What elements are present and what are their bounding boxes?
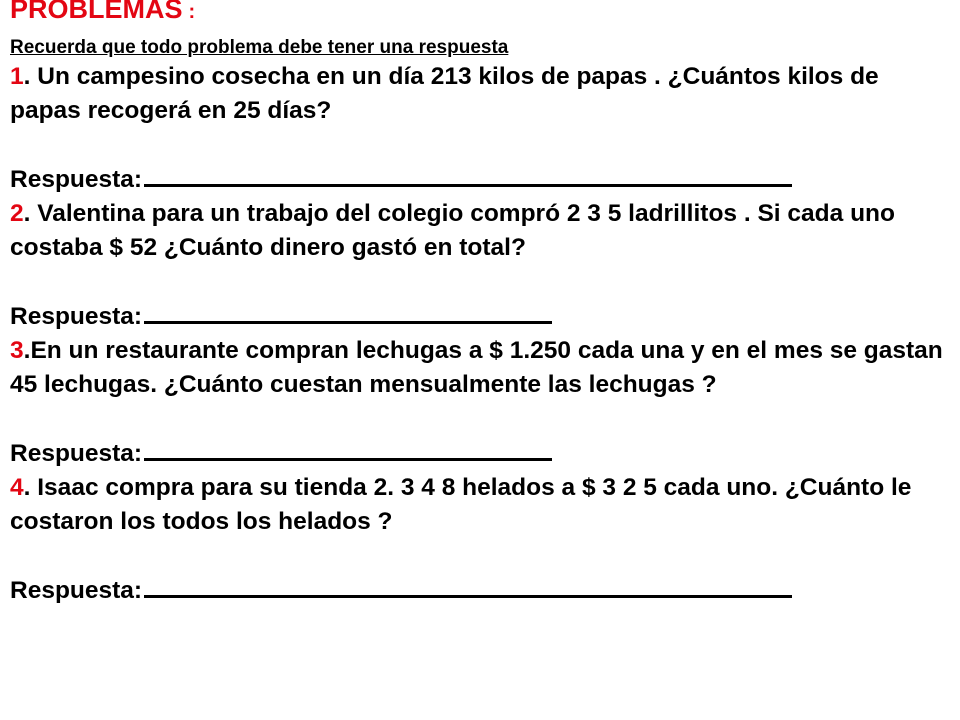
problem-number: 2 [10,200,24,227]
page-title: PROBLEMAS [10,0,183,24]
answer-line-1 [10,162,955,197]
spacer [10,539,955,573]
answer-label: Respuesta: [10,303,143,330]
answer-line-2 [10,299,955,334]
spacer [10,402,955,436]
problem-text: . Valentina para un trabajo del colegio compró 2 3 5 ladrillitos . Si cada uno costaba $ 52 ¿Cuánto dinero gastó en total? [10,200,895,261]
title-colon: : [188,1,196,23]
problem-number: 1 [10,63,24,90]
answer-label: Respuesta: [10,577,143,604]
answer-blank[interactable] [144,436,552,461]
answer-label: Respuesta: [10,166,143,193]
problem-text: . Un campesino cosecha en un día 213 kilos de papas . ¿Cuántos kilos de papas recogerá en 25 días? [10,63,879,124]
problem-4 [10,471,955,539]
title-line [10,0,955,24]
spacer [10,265,955,299]
answer-blank[interactable] [144,573,792,598]
problem-3 [10,334,955,402]
answer-label: Respuesta: [10,440,143,467]
spacer [10,128,955,162]
answer-blank[interactable] [144,162,792,187]
problem-number: 3 [10,337,24,364]
worksheet [10,0,955,608]
problem-1 [10,60,955,128]
subtitle: Recuerda que todo problema debe tener una respuesta [10,37,509,58]
problem-text: .En un restaurante compran lechugas a $ 1.250 cada una y en el mes se gastan 45 lechugas. ¿Cuánto cuestan mensualmente las lechugas ? [10,337,943,398]
answer-line-4 [10,573,955,608]
problem-text: . Isaac compra para su tienda 2. 3 4 8 helados a $ 3 2 5 cada uno. ¿Cuánto le costaron los todos los helados ? [10,474,912,535]
answer-blank[interactable] [144,299,552,324]
answer-line-3 [10,436,955,471]
problem-2 [10,197,955,265]
problem-number: 4 [10,474,24,501]
